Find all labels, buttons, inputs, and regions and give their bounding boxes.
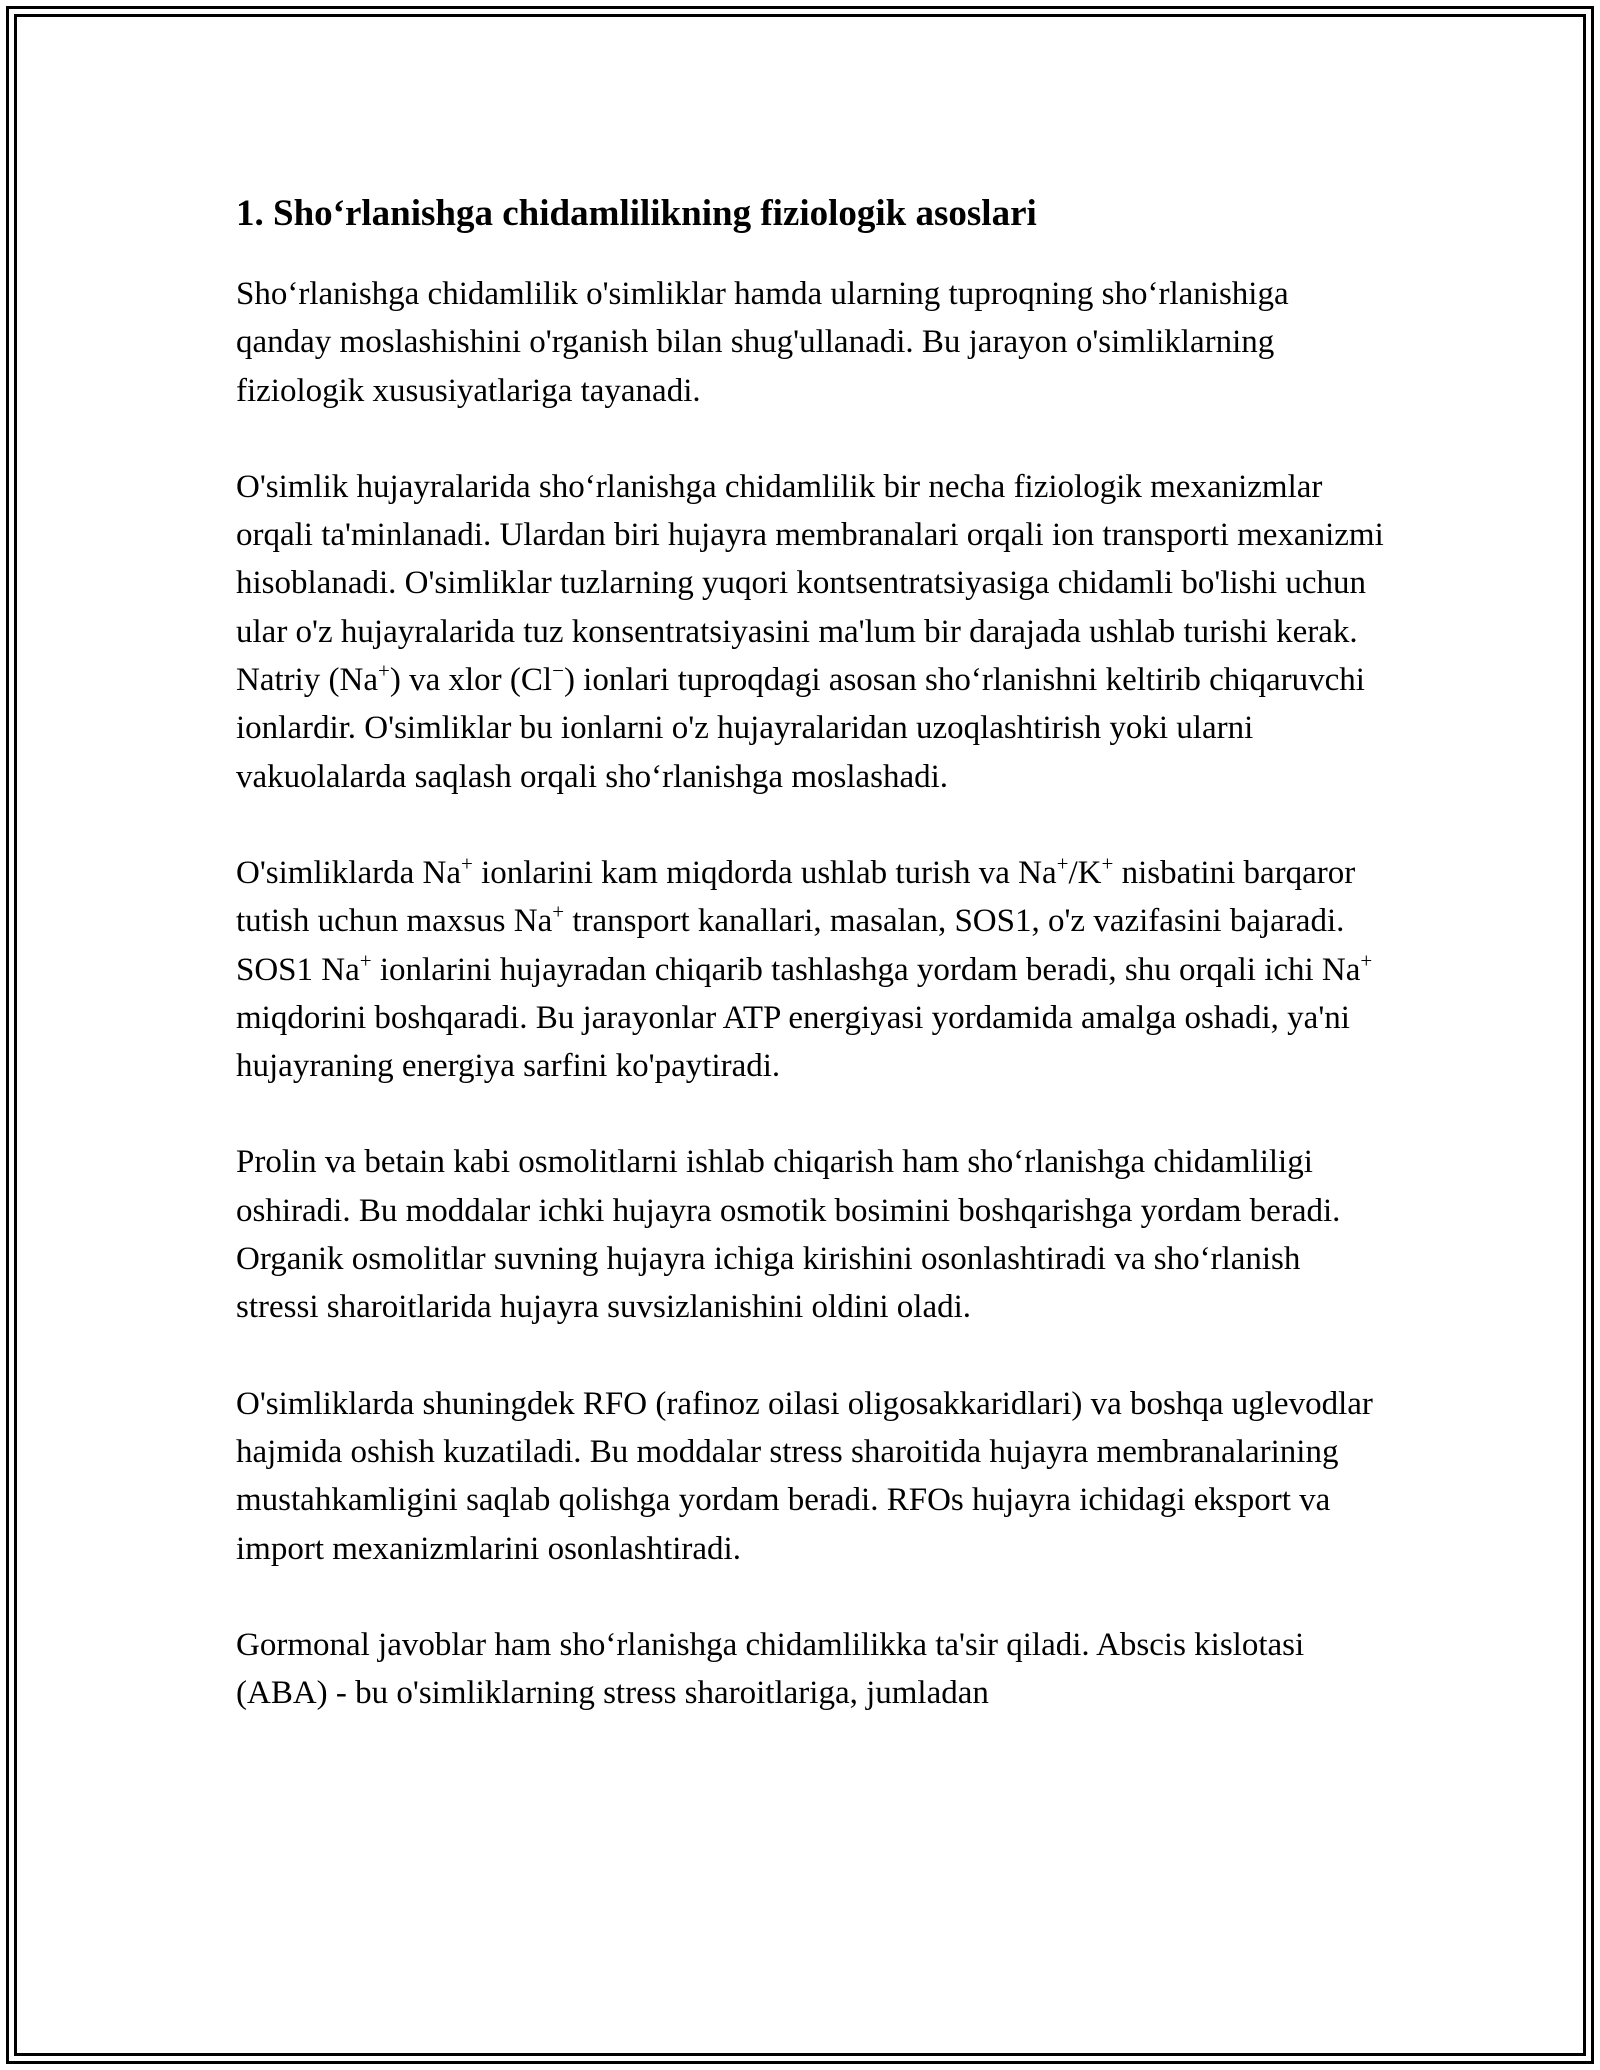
text-run: transport kanallari, masalan, SOS1, o'z vazifasini bajaradi. SOS1 Na — [236, 903, 1345, 988]
superscript-plus: + — [1101, 851, 1114, 876]
superscript-plus: + — [1056, 851, 1069, 876]
text-run: O'simliklarda Na — [236, 854, 461, 891]
text-run: nisbatini barqaror tutish uchun maxsus Na — [236, 854, 1356, 940]
paragraph-rfo: O'simliklarda shuningdek RFO (rafinoz oilasi oligosakkaridlari) va boshqa uglevodlar hajmida oshish kuzatiladi. Bu moddalar stress sharoitida hujayra membranalarining mustahkamligini saqlab qolishga yordam beradi. RFOs hujayra ichidagi eksport va import mexanizmlarini osonlashtiradi. — [236, 1385, 1373, 1567]
text-run: ) ionlari tuproqdagi asosan sho‘rlanishni keltirib chiqaruvchi ionlardir. O'simliklar bu ionlarni o'z hujayralaridan uzoqlashtirish yoki ularni vakuolalarda saqlash orqali sho‘rlanishga moslashadi. — [236, 662, 1365, 795]
text-run: ionlarini kam miqdorda ushlab turish va Na — [472, 854, 1057, 891]
superscript-plus: + — [460, 851, 473, 876]
section-heading: 1. Sho‘rlanishga chidamlilikning fiziologik asoslari — [236, 193, 1037, 234]
text-run: /K — [1068, 854, 1102, 891]
paragraph-hormonal: Gormonal javoblar ham sho‘rlanishga chidamlilikka ta'sir qiladi. Abscis kislotasi (ABA) - bu o'simliklarning stress sharoitlariga, jumladan — [236, 1626, 1305, 1712]
paragraph-intro: Sho‘rlanishga chidamlilik o'simliklar hamda ularning tuproqning sho‘rlanishiga qanday moslashishini o'rganish bilan shug'ullanadi. Bu jarayon o'simliklarning fiziologik xususiyatlariga tayanadi. — [236, 276, 1289, 409]
superscript-plus: + — [1360, 947, 1373, 972]
text-run: miqdorini boshqaradi. Bu jarayonlar ATP energiyasi yordamida amalga oshadi, ya'ni hujayraning energiya sarfini ko'paytiradi. — [236, 999, 1350, 1085]
paragraph-osmolytes: Prolin va betain kabi osmolitlarni ishlab chiqarish ham sho‘rlanishga chidamliligi oshiradi. Bu moddalar ichki hujayra osmotik bosimini boshqarishga yordam beradi. Organik osmolitlar suvning hujayra ichiga kirishini osonlashtiradi va sho‘rlanish stressi sharoitlarida hujayra suvsizlanishini oldini oladi. — [236, 1144, 1341, 1326]
superscript-plus: + — [378, 658, 390, 683]
paragraph-ion-transport — [236, 463, 1386, 801]
superscript-plus: + — [359, 947, 372, 972]
superscript-plus: + — [552, 899, 565, 924]
text-run: ionlarini hujayradan chiqarib tashlashga yordam beradi, shu orqali ichi Na — [371, 951, 1361, 988]
paragraph-sodium-transport — [236, 849, 1386, 1090]
text-run: ) va xlor (Cl — [389, 662, 553, 699]
document-body — [236, 186, 1386, 1765]
text-run: O'simlik hujayralarida sho‘rlanishga chidamlilik bir necha fiziologik mexanizmlar orqali ta'minlanadi. Ulardan biri hujayra membranalari orqali ion transporti mexanizmi hisoblanadi. O'simliklar tuzlarning yuqori kontsentratsiyasiga chidamli bo'lishi uchun ular o'z hujayralarida tuz konsentratsiyasini ma'lum bir darajada ushlab turishi kerak. Natriy (Na — [236, 468, 1384, 699]
superscript-minus: − — [552, 658, 564, 683]
